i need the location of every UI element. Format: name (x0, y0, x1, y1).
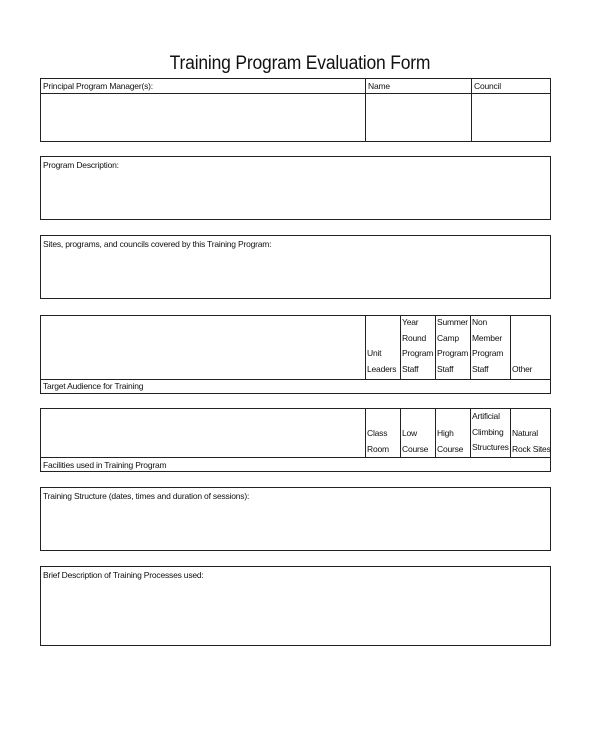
audience-col-line-5 (510, 315, 511, 379)
facilities-high-course[interactable]: High Course (437, 428, 464, 454)
facilities-col-line-5 (510, 408, 511, 457)
training-structure-label: Training Structure (dates, times and duration of sessions): (43, 491, 250, 501)
facilities-col-line-4 (470, 408, 471, 457)
facilities-label: Facilities used in Training Program (43, 460, 167, 470)
manager-field[interactable] (42, 95, 364, 140)
audience-summer-camp-staff[interactable]: Summer Camp Program Staff (437, 317, 469, 374)
manager-divider-1 (365, 78, 366, 142)
facilities-climbing-structures[interactable]: Artificial Climbing Structures (472, 411, 509, 452)
sites-label: Sites, programs, and councils covered by this Training Program: (43, 239, 272, 249)
program-description-label: Program Description: (43, 160, 119, 170)
audience-col-line-2 (400, 315, 401, 379)
processes-label: Brief Description of Training Processes used: (43, 570, 204, 580)
audience-other[interactable]: Other (512, 364, 533, 374)
audience-col-line-1 (365, 315, 366, 379)
facilities-natural-rock[interactable]: Natural Rock Sites (512, 428, 551, 454)
manager-label: Principal Program Manager(s): (43, 81, 153, 91)
manager-header-line (40, 93, 551, 94)
facilities-low-course[interactable]: Low Course (402, 428, 429, 454)
audience-year-round-staff[interactable]: Year Round Program Staff (402, 317, 434, 374)
audience-label: Target Audience for Training (43, 381, 144, 391)
facilities-col-line-2 (400, 408, 401, 457)
audience-col-line-4 (470, 315, 471, 379)
facilities-class-room[interactable]: Class Room (367, 428, 389, 454)
form-title: Training Program Evaluation Form (169, 53, 431, 74)
audience-unit-leaders[interactable]: Unit Leaders (367, 348, 397, 374)
manager-divider-2 (471, 78, 472, 142)
name-field[interactable] (367, 95, 470, 140)
name-label: Name (368, 81, 390, 91)
audience-label-line (40, 379, 551, 380)
audience-non-member-staff[interactable]: Non Member Program Staff (472, 317, 504, 374)
facilities-col-line-1 (365, 408, 366, 457)
facilities-label-line (40, 457, 551, 458)
audience-col-line-3 (435, 315, 436, 379)
council-label: Council (474, 81, 501, 91)
council-field[interactable] (473, 95, 550, 140)
facilities-col-line-3 (435, 408, 436, 457)
